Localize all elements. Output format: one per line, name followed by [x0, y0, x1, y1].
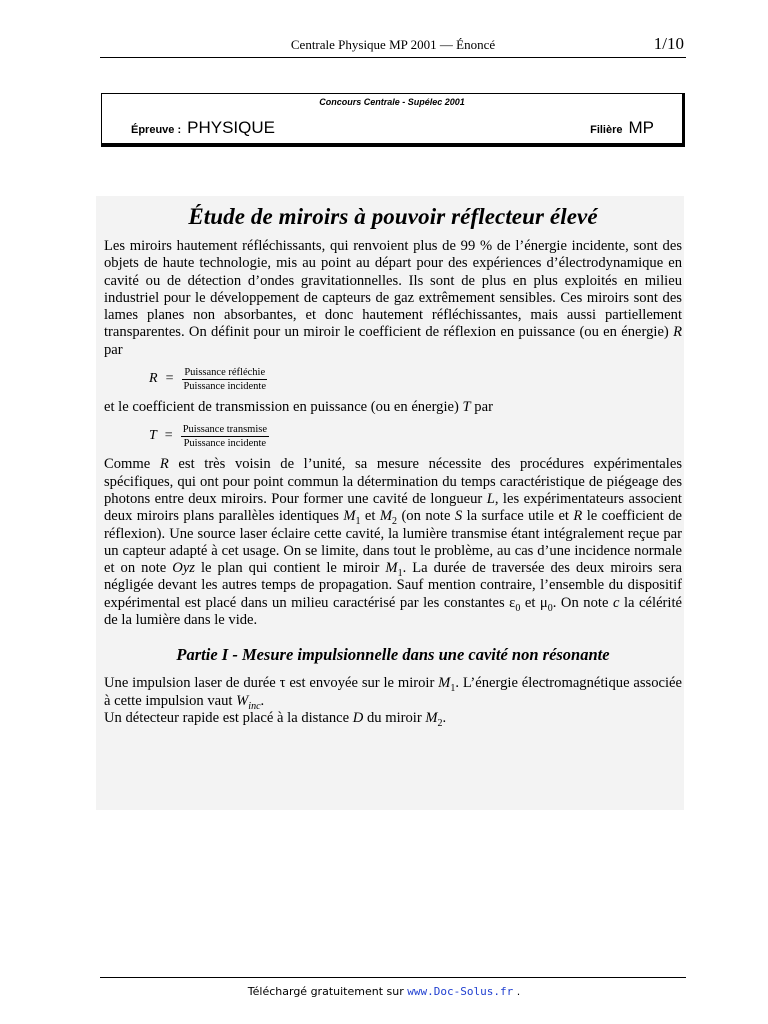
- running-header: [100, 34, 686, 56]
- epreuve: [131, 118, 275, 138]
- formula-transmission: T = $\frac{\text{Puissance transmise}}{\text{Puissance incidente}}$: [149, 423, 267, 449]
- concours-label: Concours Centrale - Supélec 2001: [319, 97, 465, 107]
- footer-rule: [100, 977, 686, 978]
- filiere-value: MP: [628, 118, 654, 137]
- page-number: 1/10: [653, 34, 684, 53]
- header-title: Centrale Physique MP 2001 — Énoncé: [290, 37, 496, 52]
- epreuve-label: Épreuve :: [131, 124, 182, 136]
- document-title: Étude de miroirs à pouvoir réflecteur élevé: [188, 204, 598, 229]
- paragraph-intro: Les miroirs hautement réfléchissants, qui renvoient plus de 99 % de l’énergie incidente, sont des objets de haute technologie, mis au point au départ pour des expériences d’électrodynamique en cavité ou de détection d’ondes gravitationnelles. Ils sont de plus en plus exploités en milieu industriel pour le développement de capteurs de gaz extrêmement sensibles. Ces miroirs sont des lames planes non absorbantes, et donc hautement réfléchissantes, mais aussi partiellement transparentes. On définit pour un miroir le coefficient de réflexion en puissance (ou en énergie) R par: [104, 238, 682, 358]
- paragraph-impulse: Une impulsion laser de durée τ est envoyée sur le miroir $M_1$. L’énergie électromagnétique associée à cette impulsion vaut $W_{inc}$.: [104, 675, 683, 712]
- exam-banner: [101, 93, 685, 147]
- header-rule: [100, 57, 686, 58]
- doc-solus-link[interactable]: www.Doc-Solus.fr: [407, 985, 514, 998]
- formula-reflection: R = $\frac{\text{Puissance réfléchie}}{\text{Puissance incidente}}$: [149, 366, 266, 392]
- paragraph-detector: Un détecteur rapide est placé à la distance D du miroir $M_2$.: [104, 709, 447, 729]
- part-1-title: Partie I - Mesure impulsionnelle dans une cavité non résonante: [176, 645, 610, 665]
- footer-period: .: [516, 985, 521, 998]
- page-footer: [0, 985, 768, 998]
- document-body: [104, 204, 682, 727]
- paragraph-method: Comme R est très voisin de l’unité, sa mesure nécessite des procédures expérimentales spécifiques, qui ont pour point commun la détermination du temps caractéristique de piégeage des photons entre deux miroirs. Pour former une cavité de longueur L, les expérimentateurs associent deux miroirs plans parallèles identiques $M_1$ et $M_2$ (on note S la surface utile et R le coefficient de réflexion). Une source laser éclaire cette cavité, la lumière transmise étant intégralement reçue par un capteur adapté à cet usage. On se limite, dans tout le problème, au cas d’une incidence normale et on note Oyz le plan qui contient le miroir $M_1$. La durée de traversée des deux miroirs sera négligée devant les autres temps de propagation. Sauf mention contraire, l’ensemble du dispositif expérimental est placé dans un milieu caractérisé par les constantes $\varepsilon_0$ et $\mu_0$. On note c la célérité de la lumière dans le vide.: [104, 456, 682, 629]
- paragraph-transmission: et le coefficient de transmission en puissance (ou en énergie) T par: [104, 399, 493, 416]
- filiere: [590, 118, 654, 138]
- filiere-label: Filière: [590, 124, 623, 136]
- footer-text: Téléchargé gratuitement sur: [247, 985, 404, 998]
- epreuve-value: PHYSIQUE: [187, 118, 275, 137]
